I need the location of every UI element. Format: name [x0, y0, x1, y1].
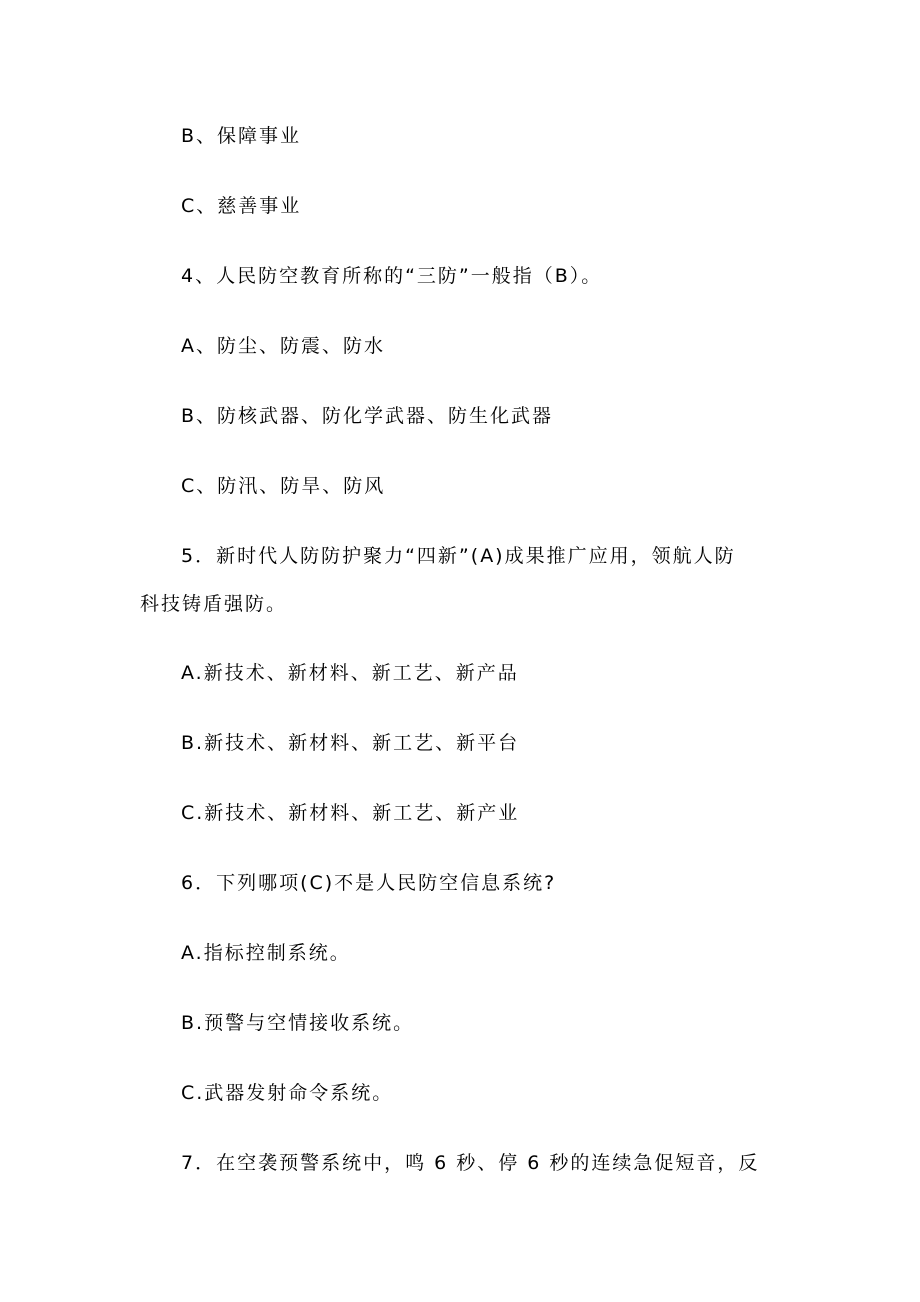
- question-7: 7．在空袭预警系统中，鸣 6 秒、停 6 秒的连续急促短音，反: [181, 1152, 760, 1174]
- question-5: 5．新时代人防防护聚力“四新”(A)成果推广应用，领航人防: [181, 545, 736, 567]
- option-3b: B、保障事业: [181, 125, 302, 147]
- option-4b: B、防核武器、防化学武器、防生化武器: [181, 405, 554, 427]
- question-6: 6．下列哪项(C)不是人民防空信息系统?: [181, 872, 557, 894]
- option-6a: A.指标控制系统。: [181, 942, 351, 964]
- option-5a: A.新技术、新材料、新工艺、新产品: [181, 662, 519, 684]
- option-3c: C、慈善事业: [181, 195, 302, 217]
- option-5b: B.新技术、新材料、新工艺、新平台: [181, 732, 520, 754]
- question-5-continued: 科技铸盾强防。: [140, 593, 288, 615]
- option-6b: B.预警与空情接收系统。: [181, 1012, 415, 1034]
- option-6c: C.武器发射命令系统。: [181, 1082, 394, 1104]
- question-4: 4、人民防空教育所称的“三防”一般指（B）。: [181, 265, 603, 287]
- option-4a: A、防尘、防震、防水: [181, 335, 385, 357]
- option-4c: C、防汛、防旱、防风: [181, 475, 386, 497]
- option-5c: C.新技术、新材料、新工艺、新产业: [181, 802, 520, 824]
